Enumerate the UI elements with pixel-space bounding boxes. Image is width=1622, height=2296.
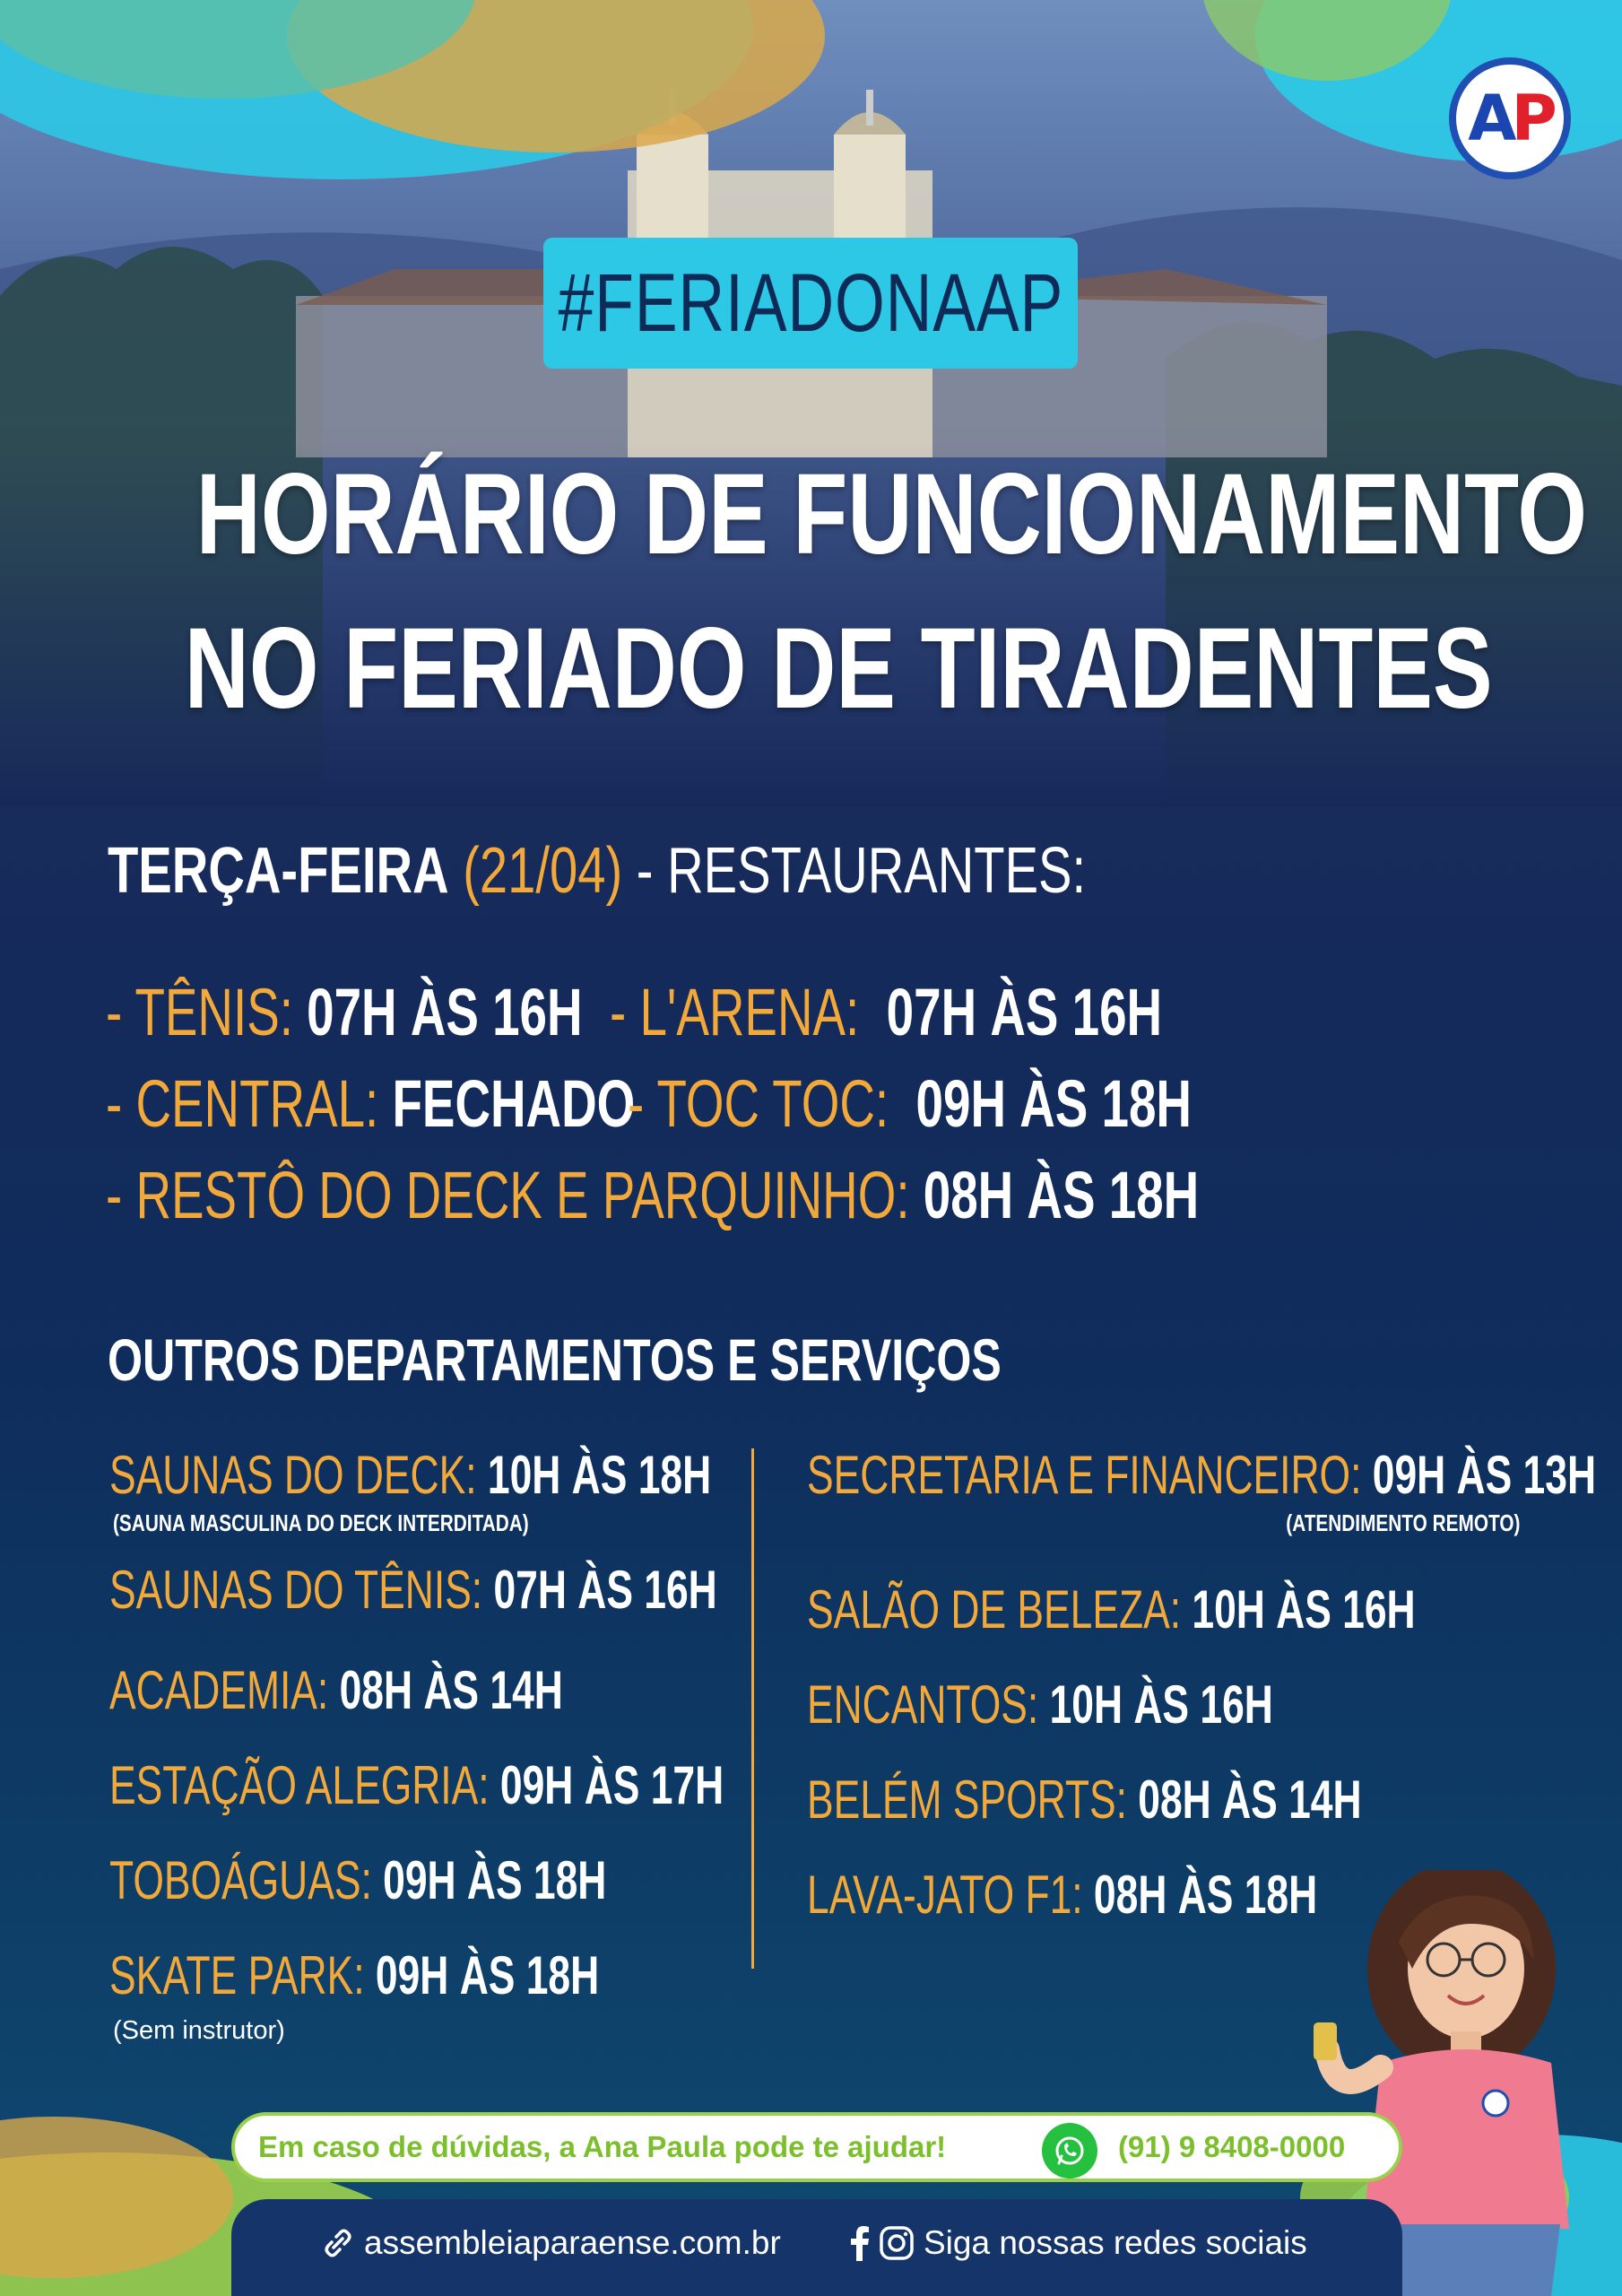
- footer-bar: [231, 2199, 1402, 2296]
- phone-number[interactable]: (91) 9 8408-0000: [1118, 2130, 1346, 2163]
- service-encantos: ENCANTOS: 10H ÀS 16H: [807, 1674, 1273, 1735]
- service-secretaria: SECRETARIA E FINANCEIRO: 09H ÀS 13H: [807, 1445, 1597, 1505]
- whatsapp-glyph-icon: [1052, 2133, 1088, 2169]
- service-saunas-deck-note: (SAUNA MASCULINA DO DECK INTERDITADA): [113, 1509, 529, 1536]
- service-toboaguas: TOBOÁGUAS: 09H ÀS 18H: [109, 1850, 607, 1910]
- social-links[interactable]: [850, 2224, 1307, 2262]
- contact-pill: [231, 2112, 1402, 2182]
- service-secretaria-note: (ATENDIMENTO REMOTO): [1285, 1509, 1520, 1536]
- restaurant-toc-toc: - TOC TOC: 09H ÀS 18H: [628, 1066, 1192, 1141]
- facebook-icon[interactable]: [850, 2225, 870, 2261]
- service-lava-jato: LAVA-JATO F1: 08H ÀS 18H: [807, 1865, 1318, 1925]
- website-text: assembleiaparaense.com.br: [364, 2224, 781, 2261]
- services-heading: OUTROS DEPARTAMENTOS E SERVIÇOS: [108, 1326, 1002, 1393]
- restaurant-larena: - L'ARENA: 07H ÀS 16H: [610, 975, 1163, 1049]
- page-title-line-2: NO FERIADO DE TIRADENTES: [184, 604, 1493, 733]
- column-divider: [751, 1448, 754, 1969]
- page-title-line-1: HORÁRIO DE FUNCIONAMENTO: [195, 450, 1587, 578]
- instagram-icon[interactable]: [879, 2225, 915, 2261]
- service-skate-park: SKATE PARK: 09H ÀS 18H: [109, 1945, 600, 2005]
- skate-park-note: (Sem instrutor): [113, 2016, 285, 2045]
- restaurants-heading: TERÇA-FEIRA (21/04) - RESTAURANTES:: [108, 835, 1087, 907]
- service-salao-beleza: SALÃO DE BELEZA: 10H ÀS 16H: [807, 1579, 1416, 1639]
- restaurant-tenis: - TÊNIS: 07H ÀS 16H: [106, 975, 583, 1049]
- service-saunas-tenis: SAUNAS DO TÊNIS: 07H ÀS 16H: [109, 1560, 717, 1620]
- restaurant-central: - CENTRAL: FECHADO: [106, 1066, 636, 1141]
- hashtag-text: #FERIADONAAP: [558, 257, 1063, 349]
- restaurant-resto-deck: - RESTÔ DO DECK E PARQUINHO: 08H ÀS 18H: [106, 1158, 1200, 1232]
- ap-logo: [1449, 57, 1571, 179]
- link-icon: [321, 2226, 355, 2260]
- website-link[interactable]: [321, 2224, 781, 2262]
- logo-text: AP: [1468, 82, 1552, 155]
- social-text: Siga nossas redes sociais: [924, 2224, 1307, 2261]
- help-text: Em caso de dúvidas, a Ana Paula pode te ajudar!: [258, 2130, 947, 2163]
- hashtag-badge: [543, 238, 1078, 369]
- service-saunas-deck: SAUNAS DO DECK: 10H ÀS 18H: [109, 1445, 712, 1505]
- service-academia: ACADEMIA: 08H ÀS 14H: [109, 1660, 563, 1720]
- service-estacao-alegria: ESTAÇÃO ALEGRIA: 09H ÀS 17H: [109, 1755, 724, 1815]
- whatsapp-icon[interactable]: [1042, 2123, 1097, 2179]
- service-belem-sports: BELÉM SPORTS: 08H ÀS 14H: [807, 1770, 1362, 1830]
